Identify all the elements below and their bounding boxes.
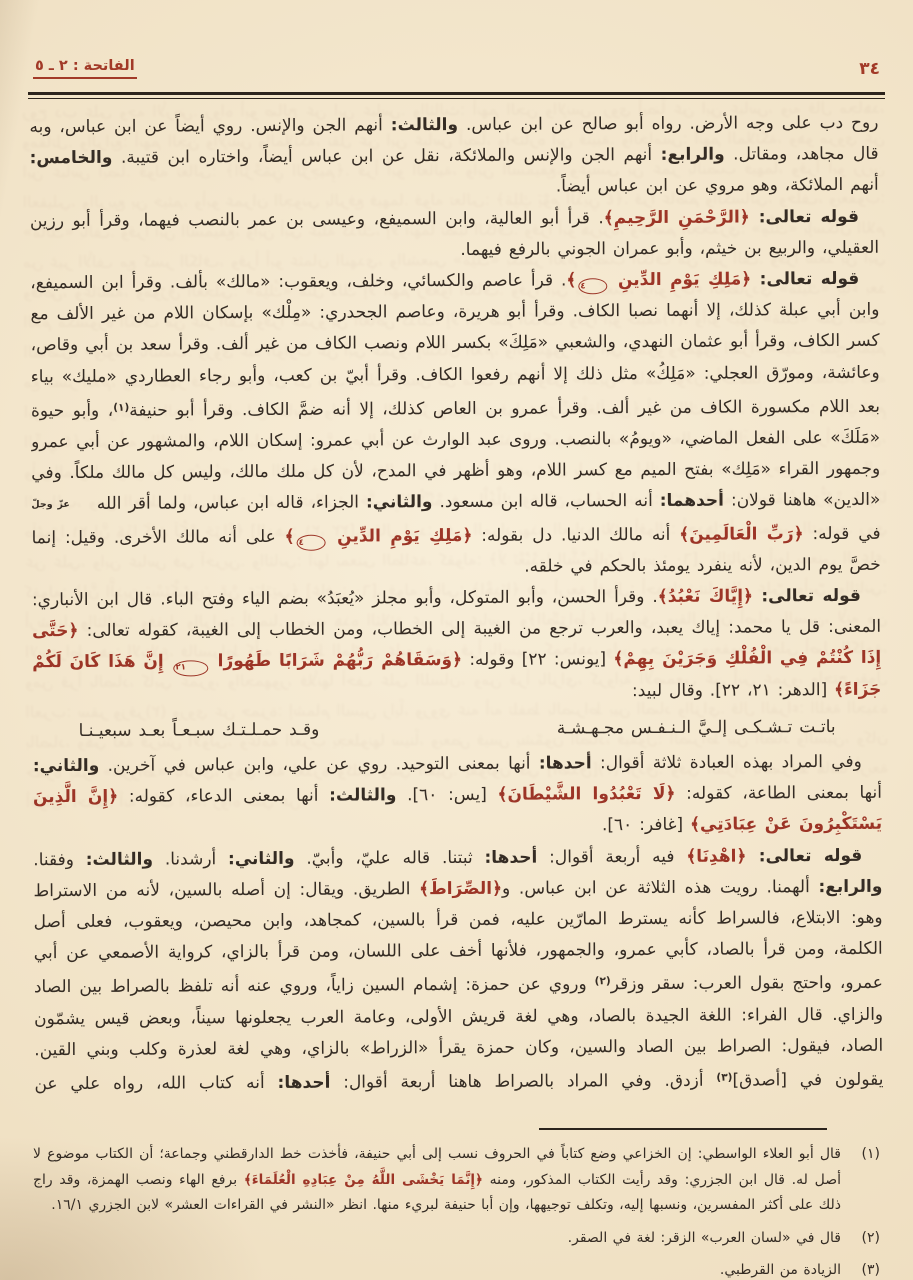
main-text-column	[29, 108, 883, 1120]
body-paragraph	[30, 264, 881, 585]
footnote-number: (٣)	[861, 1262, 880, 1278]
section-title: الفاتحة : ٢ ـ ٥	[33, 58, 137, 79]
body-text-run: أنها بمعنى الدعاء، كقوله:	[118, 785, 330, 808]
footnotes-section	[33, 1142, 880, 1280]
header-rule-thin	[28, 98, 885, 99]
footnote-marker: (١)	[113, 401, 130, 414]
body-text-run: أنها بمعنى الطاعة، كقوله:	[675, 783, 882, 805]
body-text-run: . قرأ عاصم والكسائي، وخلف، ويعقوب: «مالك» بألف. وقرأ ابن السميفع، وابن أبي عبلة كذلك، إلا أنهما نصبا الكاف. وقرأ أبو هريرة، وعاصم الجحدري: «مِلْك» بإسكان اللام من غير الألف مع كسر الكاف، وقرأ أبو عثمان النهدي، والشعبي «مَلِكَ» بكسر اللام ونصب الكاف من غير ألف. وقرأ سعد بن أبي وقاص، وعائشة، ومورّق العجلي: «مَلِكُ» مثل ذلك إلا أنهم رفعوا الكاف. وقرأ أبيّ بن كعب، وأبو رجاء العطاردي «مليك» بياء بعد اللام مكسورة الكاف من غير ألف. وقرأ عمرو بن العاص كذلك، إلا أنه ضمَّ الكاف. وقرأ أبو حنيفة	[30, 270, 880, 421]
body-text-run: برفع الهاء ونصب الهمزة، وقد راج ذلك على أكثر المفسرين، ونسبها إليه، وتكلف توجيهها، وإن أبا حنيفة لبريء منها. انظر «النشر في القراءات العشر» لابن الجزري ١٦/١.	[33, 1171, 841, 1213]
body-paragraph	[33, 840, 883, 1100]
body-text-run: فيه أربعة أقوال:	[537, 846, 687, 868]
body-text-run: روح دب على وجه الأرض. رواه أبو صالح عن ابن عباس.	[457, 112, 879, 135]
body-text-run: وفقنا.	[33, 849, 86, 870]
quran-quote: ﴿وَسَقَاهُمْ رَبُّهُمْ شَرَابًا طَهُورًا	[209, 650, 463, 672]
body-text-run: الطريق. ويقال: إن أصله بالسين، لأنه من الاستراط وهو: الابتلاع، فالسراط كأنه يسترط المارّين عليه، فمن قرأ بالسين، كمجاهد، وابن محيصن، ويعقوب، فعلى أصل الكلمة، ومن قرأ بالصاد، كأبي عمرو، والجمهور، فلأنها أخف على اللسان، ومن قرأ بالزاي، كرواية الأصمعي عن أبي عمرو، واحتج بقول العرب: سقر وزقر	[33, 879, 883, 995]
body-paragraph	[29, 108, 878, 206]
footnote-text	[33, 1226, 841, 1252]
quran-quote: ﴿مَلِكِ يَوْمِ الدِّينِ	[327, 525, 473, 547]
bold-keyword: أحدها:	[277, 1072, 331, 1094]
body-text-run: . قرأ أبو العالية، وابن السميفع، وعيسى بن عمر بالنصب فيهما، وقرأ أبو رزين العقيلي، والربيع بن خيثم، وأبو عمران الجوني بالرفع فيهما.	[29, 207, 880, 260]
poetry-hemistich-right: باتـت تـشـكـى إلـيَّ الـنـفـس مجـهـشـة	[556, 716, 836, 739]
verse-number-ornament: ٤	[297, 535, 326, 551]
quran-quote: ﴾	[566, 270, 577, 291]
body-text-run: أنها بمعنى التوحيد. روي عن علي، وابن عباس في آخرين.	[99, 753, 539, 776]
body-text-run: ، وأبو حيوة «مَلَكَ» على الفعل الماضي، «ويومُ» بالنصب. وروى عبد الوارث عن أبي عمرو: إسكان اللام، والمشهور عن أبي عمرو وجمهور القراء «مَلِك» بفتح الميم مع كسر اللام، وهو أظهر في المدح، لأن كل ملك مالك، وليس كل مالك ملكاً. وفي «الدين» هاهنا قولان:	[30, 400, 881, 512]
body-paragraph	[30, 201, 879, 268]
quran-quote: ﴿إِيَّاكَ نَعْبُدُ﴾	[657, 586, 754, 607]
quran-quote: ﴾	[284, 526, 295, 547]
verse-number-ornament: ٤	[578, 278, 607, 294]
footnote-marker: (٢)	[594, 975, 611, 988]
body-text-run: أزدق. وفي المراد بالصراط هاهنا أربعة أقوال:	[330, 1070, 717, 1093]
body-text-run: على أنه مالك الأخرى. وقيل: إنما خصَّ يوم الدين، لأنه ينفرد يومئذ بالحكم في خلقه.	[31, 526, 881, 577]
body-text-run: أرشدنا.	[152, 848, 229, 870]
bold-keyword: والثالث:	[85, 849, 154, 870]
bold-keyword: أحدهما:	[659, 491, 725, 512]
bold-keyword: قوله تعالى:	[751, 268, 860, 290]
quran-quote: ﴿الرَّحْمَنِ الرَّحِيمِ﴾	[603, 207, 750, 228]
footnote-marker: (٣)	[716, 1071, 733, 1084]
bold-keyword: والثاني:	[227, 848, 295, 869]
quran-quote: ﴿إِنَّ الَّذِينَ يَسْتَكْبِرُونَ عَنْ عِبَادَتِي﴾	[32, 787, 883, 836]
body-text-run: [يس: ٦٠].	[396, 785, 498, 806]
verse-number-ornament: ٢١	[173, 660, 207, 676]
bold-keyword: أحدها:	[484, 847, 538, 868]
body-text-run: أنهم الجن والإنس. روي أيضاً عن ابن عباس، وبه قال مجاهد، ومقاتل.	[29, 115, 879, 165]
quran-quote: ﴿مَلِكِ يَوْمِ الدِّينِ	[609, 269, 752, 291]
bold-keyword: والثالث:	[390, 114, 459, 136]
poetry-verse	[33, 712, 882, 748]
page-header	[33, 58, 880, 79]
footnote-number: (٢)	[861, 1229, 880, 1246]
quran-quote: ﴿لَا تَعْبُدُوا الشَّيْطَانَ﴾	[497, 784, 676, 806]
bold-keyword: قوله تعالى:	[749, 206, 859, 228]
body-paragraph	[32, 581, 882, 710]
body-text-run: أنهم الجن والإنس والملائكة، نقل عن ابن عباس أيضاً، واختاره ابن قتيبة.	[112, 145, 661, 168]
bold-keyword: والثالث:	[329, 785, 397, 806]
poetry-hemistich-left: وقـد حمـلـتـك سبـعـاً بعـد سبعيـنـا	[78, 719, 320, 741]
body-paragraph	[33, 747, 882, 845]
bold-keyword: والثاني:	[32, 755, 100, 777]
bold-keyword: والرابع:	[660, 144, 725, 166]
footnote-number: (١)	[861, 1146, 880, 1162]
body-text-run: ألهمنا. رويت هذه الثلاثة عن ابن عباس. و	[501, 876, 819, 899]
footnote-text	[33, 1142, 841, 1219]
body-text-run: الجزاء، قاله ابن عباس، ولما أقر الله	[89, 492, 367, 515]
footnote-separator	[539, 1128, 827, 1130]
body-text-run: قال أبو العلاء الواسطي: إن الخزاعي وضع كتاباً في الحروف نسب إلى أبي حنيفة، فأخذت خط الدارقطني وجماعة؛ أن الكتاب موضوع لا أصل له. قال ابن الجزري: وقد رأيت الكتاب المذكور، ومنه	[33, 1146, 841, 1188]
footnote-text	[33, 1258, 841, 1280]
bold-keyword: قوله تعالى:	[752, 585, 861, 607]
bold-keyword: والخامس:	[29, 147, 113, 169]
body-text-run: . وقرأ الحسن، وأبو المتوكل، وأبو مجلز «يُعبَدُ» بضم الياء وفتح الباء. قال ابن الأنباري: المعنى: قل يا محمد: إياك يعبد، والعرب ترجع من الغيبة إلى الخطاب، ومن الخطاب إلى الغيبة، كقوله تعالى:	[31, 586, 882, 642]
quran-quote: ﴿حَتَّى إِذَا كُنْتُمْ فِي الْفُلْكِ وَجَرَيْنَ بِهِمْ﴾	[32, 621, 882, 670]
body-text-run: في قوله:	[803, 523, 881, 544]
footnote-item	[33, 1258, 880, 1280]
azza-wajal-mark: عزّ وجلّ	[31, 499, 70, 511]
bold-keyword: والرابع:	[818, 876, 883, 897]
body-text-run: أنه الحساب، قاله ابن مسعود.	[432, 491, 660, 513]
footnote-item	[33, 1226, 880, 1252]
body-text-run: أنهم الملائكة، وهو مروي عن ابن عباس أيضاً.	[555, 175, 879, 197]
bold-keyword: والثاني:	[365, 492, 433, 513]
bold-keyword: قوله تعالى:	[746, 845, 863, 867]
body-text-run: قال في «لسان العرب» الزقر: لغة في الصقر.	[567, 1229, 841, 1246]
header-double-rule	[28, 92, 885, 99]
page-number: ٣٤	[859, 59, 880, 79]
body-text-run: وفي المراد بهذه العبادة ثلاثة أقوال:	[591, 751, 862, 774]
body-text-run: أنه كتاب الله، رواه علي عن	[34, 1073, 278, 1095]
body-text-run: [الدهر: ٢١، ٢٢]. وقال لبيد:	[631, 679, 835, 701]
body-text-run: [غافر: ٦٠].	[601, 815, 691, 836]
quran-quote: ﴿الصِّرَاطَ﴾	[419, 878, 503, 900]
quran-quote: إِنَّ هَذَا كَانَ لَكُمْ جَزَاءً﴾	[32, 651, 882, 700]
header-rule-thick	[28, 92, 885, 95]
footnote-item	[33, 1142, 880, 1219]
quran-quote: ﴿اهْدِنَا﴾	[686, 846, 747, 867]
body-text-run: ثبتنا. قاله عليّ، وأبيّ.	[294, 847, 485, 869]
quran-quote: ﴿إِنَّمَا يَخْشَى اللَّهُ مِنْ عِبَادِهِ الْعُلَمَاءَ﴾	[243, 1171, 483, 1188]
body-text-run: أنه مالك الدنيا. دل بقوله:	[472, 524, 680, 546]
quran-quote: ﴿رَبِّ الْعَالَمِينَ﴾	[679, 523, 804, 545]
bold-keyword: أحدها:	[538, 753, 592, 774]
body-text-run: الزيادة من القرطبي.	[719, 1262, 841, 1278]
body-text-run: [يونس: ٢٢] وقوله:	[462, 649, 614, 671]
body-text-run: وروي عن حمزة: إشمام السين زاياً، وروي عنه أنه تلفظ بالصراط بين الصاد والزاي. قال الفراء: اللغة الجيدة بالصاد، وهي لغة قريش الأولى، وعامة العرب يجعلونها سيناً، وبعض قيس يشمّون الصاد، فيقول: الصراط بين الصاد والسين، وكان حمزة يقرأ «الزراط» بالزاي، وهي لغة لعذرة وكلب وبني القين. يقولون في [أصدق]	[33, 974, 884, 1091]
